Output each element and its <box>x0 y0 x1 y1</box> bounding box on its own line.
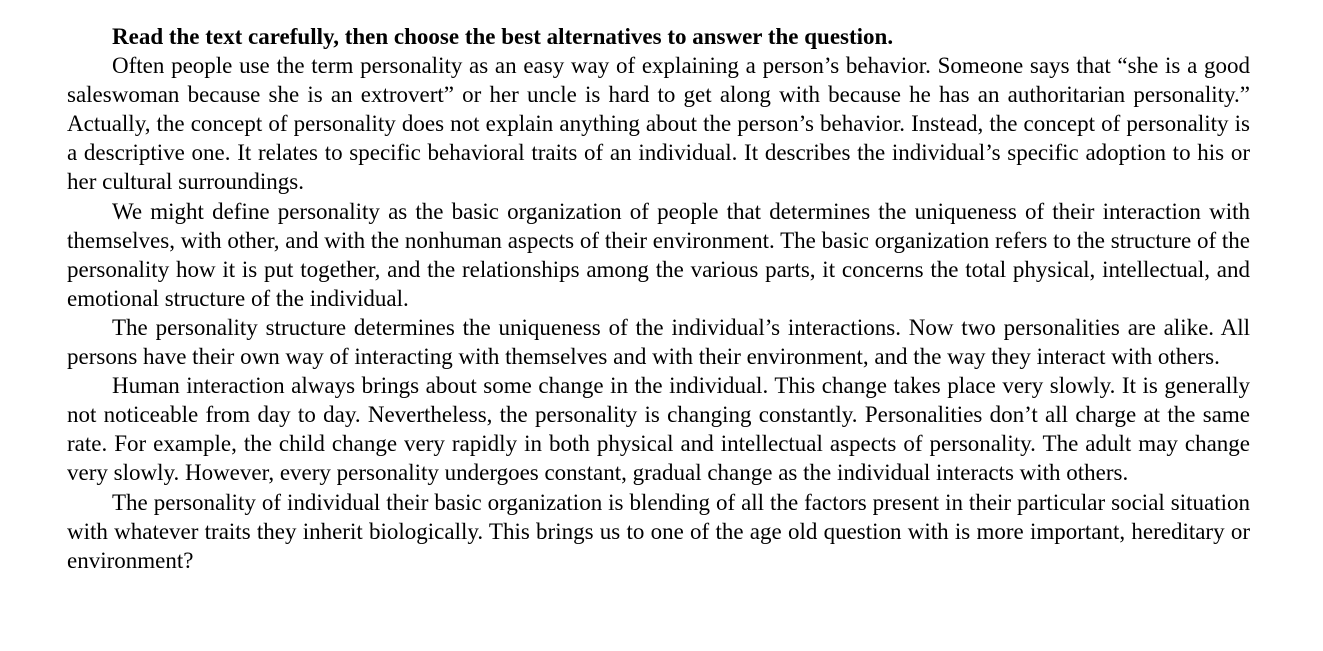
instruction-heading: Read the text carefully, then choose the best alternatives to answer the question. <box>112 24 894 49</box>
paragraph-1: Often people use the term personality as an easy way of explaining a person’s behavior. Someone says that “she is a good saleswoman because she is an extrovert” or her uncle is hard to get along with because he has an authoritarian personality.” Actually, the concept of personality does not explain anything about the person’s behavior. Instead, the concept of personality is a descriptive one. It relates to specific behavioral traits of an individual. It describes the individual’s specific adoption to his or her cultural surroundings. <box>67 53 1250 195</box>
paragraph-5: The personality of individual their basic organization is blending of all the factors present in their particular social situation with whatever traits they inherit biologically. This brings us to one of the age old question with is more important, hereditary or environment? <box>67 489 1250 573</box>
paragraph-2: We might define personality as the basic organization of people that determines the uniqueness of their interaction with themselves, with other, and with the nonhuman aspects of their environment. The basic organization refers to the structure of the personality how it is put together, and the relationships among the various parts, it concerns the total physical, intellectual, and emotional structure of the individual. <box>67 198 1250 311</box>
reading-passage <box>67 22 1250 575</box>
paragraph-3: The personality structure determines the uniqueness of the individual’s interactions. Now two personalities are alike. All persons have their own way of interacting with themselves and with their environment, and the way they interact with others. <box>67 314 1250 370</box>
paragraph-4: Human interaction always brings about some change in the individual. This change takes place very slowly. It is generally not noticeable from day to day. Nevertheless, the personality is changing constantly. Personalities don’t all charge at the same rate. For example, the child change very rapidly in both physical and intellectual aspects of personality. The adult may change very slowly. However, every personality undergoes constant, gradual change as the individual interacts with others. <box>67 373 1250 486</box>
